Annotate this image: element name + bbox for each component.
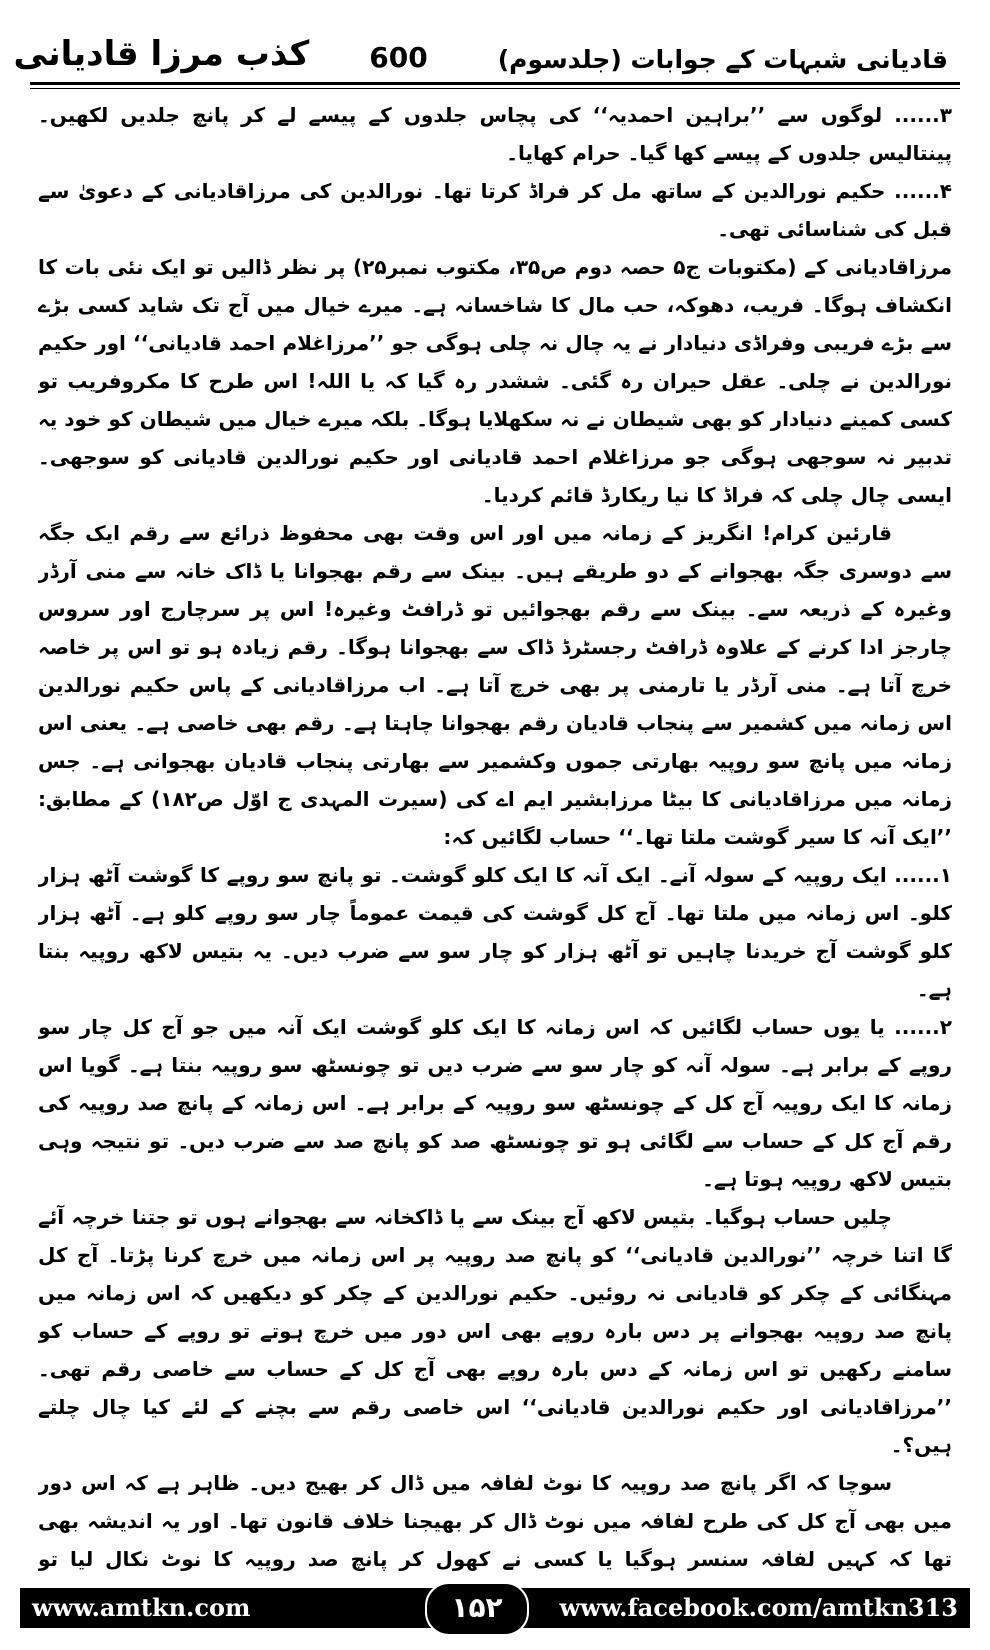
footer-facebook-link[interactable]: www.facebook.com/amtkn313	[559, 1593, 958, 1622]
page-header	[13, 22, 960, 74]
page-footer	[20, 1588, 970, 1628]
series-title: قادیانی شبہات کے جوابات (جلدسوم)	[497, 45, 948, 74]
header-divider-thin	[30, 88, 960, 89]
paragraph-letters: مرزاقادیانی کے (مکتوبات ج۵ حصہ دوم ص۳۵، مکتوب نمبر۲۵) پر نظر ڈالیں تو ایک نئی بات کا انکشاف ہوگا۔ فریب، دھوکہ، حب مال کا شاخسانہ ہے۔ میرے خیال میں آج تک شاید کسی بڑے سے بڑے فریبی وفراڈی دنیادار نے یہ چال نہ چلی ہوگی جو ’’مرزاغلام احمد قادیانی‘‘ اور حکیم نورالدین نے چلی۔ عقل حیران رہ گئی۔ ششدر رہ گیا کہ یا اللہ! اس طرح کا مکروفریب تو کسی کمینے دنیادار کو بھی شیطان نے نہ سکھلایا ہوگا۔ بلکہ میرے خیال میں شیطان کو خود یہ تدبیر نہ سوجھی ہوگی جو مرزاغلام احمد قادیانی اور حکیم نورالدین قادیانی کو سوجھی۔ ایسی چال چلی کہ فراڈ کا نیا ریکارڈ قائم کردیا۔	[38, 255, 952, 507]
paragraph-item-1: ۱...... ایک روپیہ کے سولہ آنے۔ ایک آنہ کا ایک کلو گوشت۔ تو پانچ سو روپے کا گوشت آٹھ ہزار کلو۔ اس زمانہ میں ملتا تھا۔ آج کل گوشت کی قیمت عموماً چار سو روپے کلو ہے۔ آٹھ ہزار کلو گوشت آج خریدنا چاہیں تو آٹھ ہزار کو چار سو سے ضرب دیں۔ یہ بتیس لاکھ روپیہ بنتا ہے۔	[38, 863, 952, 1001]
paragraph-transfer: قارئین کرام! انگریز کے زمانہ میں اور اس وقت بھی محفوظ ذرائع سے رقم ایک جگہ سے دوسری جگہ بھجوانے کے دو طریقے ہیں۔ بینک سے رقم بھجوانا یا ڈاک خانہ سے منی آرڈر وغیرہ کے ذریعہ سے۔ بینک سے رقم بھجوائیں تو ڈرافٹ وغیرہ! اس پر سرچارج اور سروس چارجز ادا کرنے کے علاوہ ڈرافٹ رجسٹرڈ ڈاک سے بھجوانا ہوگا۔ رقم زیادہ ہو تو اس پر خاصہ خرچ آتا ہے۔ منی آرڈر یا تارمنی پر بھی خرچ آتا ہے۔ اب مرزاقادیانی کے پاس حکیم نورالدین اس زمانہ میں کشمیر سے پنجاب قادیان رقم بھجوانا چاہتا ہے۔ رقم بھی خاصی ہے۔ یعنی اس زمانہ میں پانچ سو روپیہ بھارتی جموں وکشمیر سے بھارتی پنجاب قادیان بھجوانی ہے۔ جس زمانہ میں مرزاقادیانی کا بیٹا مرزابشیر ایم اے کی (سیرت المہدی ج اوّل ص۱۸۲) کے مطابق: ’’ایک آنہ کا سیر گوشت ملتا تھا۔‘‘ حساب لگائیں کہ:	[38, 521, 952, 849]
book-title: کذب مرزا قادیانی	[13, 34, 310, 74]
header-page-number: 600	[369, 41, 428, 74]
paragraph-item-3: ۳...... لوگوں سے ’’براہین احمدیہ‘‘ کی پچاس جلدوں کے پیسے لے کر پانچ جلدیں لکھیں۔ پینتالیس جلدوں کے پیسے کھا گیا۔ حرام کھایا۔	[38, 103, 952, 165]
paragraph-envelope: سوچا کہ اگر پانچ صد روپیہ کا نوٹ لفافہ میں ڈال کر بھیج دیں۔ ظاہر ہے کہ اس دور میں بھی آج کل کی طرح لفافہ میں نوٹ ڈال کر بھیجنا خلاف قانون تھا۔ اور یہ اندیشہ بھی تھا کہ کہیں لفافہ سنسر ہوگیا یا کسی نے کھول کر پانچ صد روپیہ کا نوٹ نکال لیا تو	[38, 1471, 952, 1571]
paragraph-item-2: ۲...... یا یوں حساب لگائیں کہ اس زمانہ کا ایک کلو گوشت ایک آنہ میں جو آج کل چار سو روپے کے برابر ہے۔ سولہ آنہ کو چار سو سے ضرب دیں تو چونسٹھ سو روپیہ بنتا ہے۔ گویا اس زمانہ کا ایک روپیہ آج کل کے چونسٹھ سو روپیہ کے برابر ہے۔ اس زمانہ کے پانچ صد روپیہ کی رقم آج کل کے حساب سے لگائی ہو تو چونسٹھ صد کو پانچ صد سے ضرب دیں۔ تو نتیجہ وہی بتیس لاکھ روپیہ ہوتا ہے۔	[38, 1015, 952, 1191]
footer-page-number: ۱۵۲	[425, 1582, 529, 1636]
page-body	[38, 96, 952, 1571]
footer-website-link[interactable]: www.amtkn.com	[32, 1593, 251, 1622]
header-divider	[30, 82, 960, 85]
paragraph-calculation: چلیں حساب ہوگیا۔ بتیس لاکھ آج بینک سے یا ڈاکخانہ سے بھجوانے ہوں تو جتنا خرچہ آئے گا اتنا خرچہ ’’نورالدین قادیانی‘‘ کو پانچ صد روپیہ پر اس زمانہ میں خرچ کرنا پڑتا۔ آج کل مہنگائی کے چکر کو قادیانی نہ روئیں۔ حکیم نورالدین کے چکر کو دیکھیں کہ اس زمانہ میں پانچ صد روپیہ بھجوانے پر دس بارہ روپے بھی اس دور میں خرچ ہوتے تو روپے کے حساب کو سامنے رکھیں تو اس زمانہ کے دس بارہ روپے بھی آج کل کے حساب سے خاصی رقم تھی۔ ’’مرزاقادیانی اور حکیم نورالدین قادیانی‘‘ اس خاصی رقم سے بچنے کے لئے کیا چال چلتے ہیں؟۔	[38, 1205, 952, 1457]
paragraph-item-4: ۴...... حکیم نورالدین کے ساتھ مل کر فراڈ کرتا تھا۔ نورالدین کی مرزاقادیانی کے دعویٰ سے قبل کی شناسائی تھی۔	[38, 179, 952, 241]
